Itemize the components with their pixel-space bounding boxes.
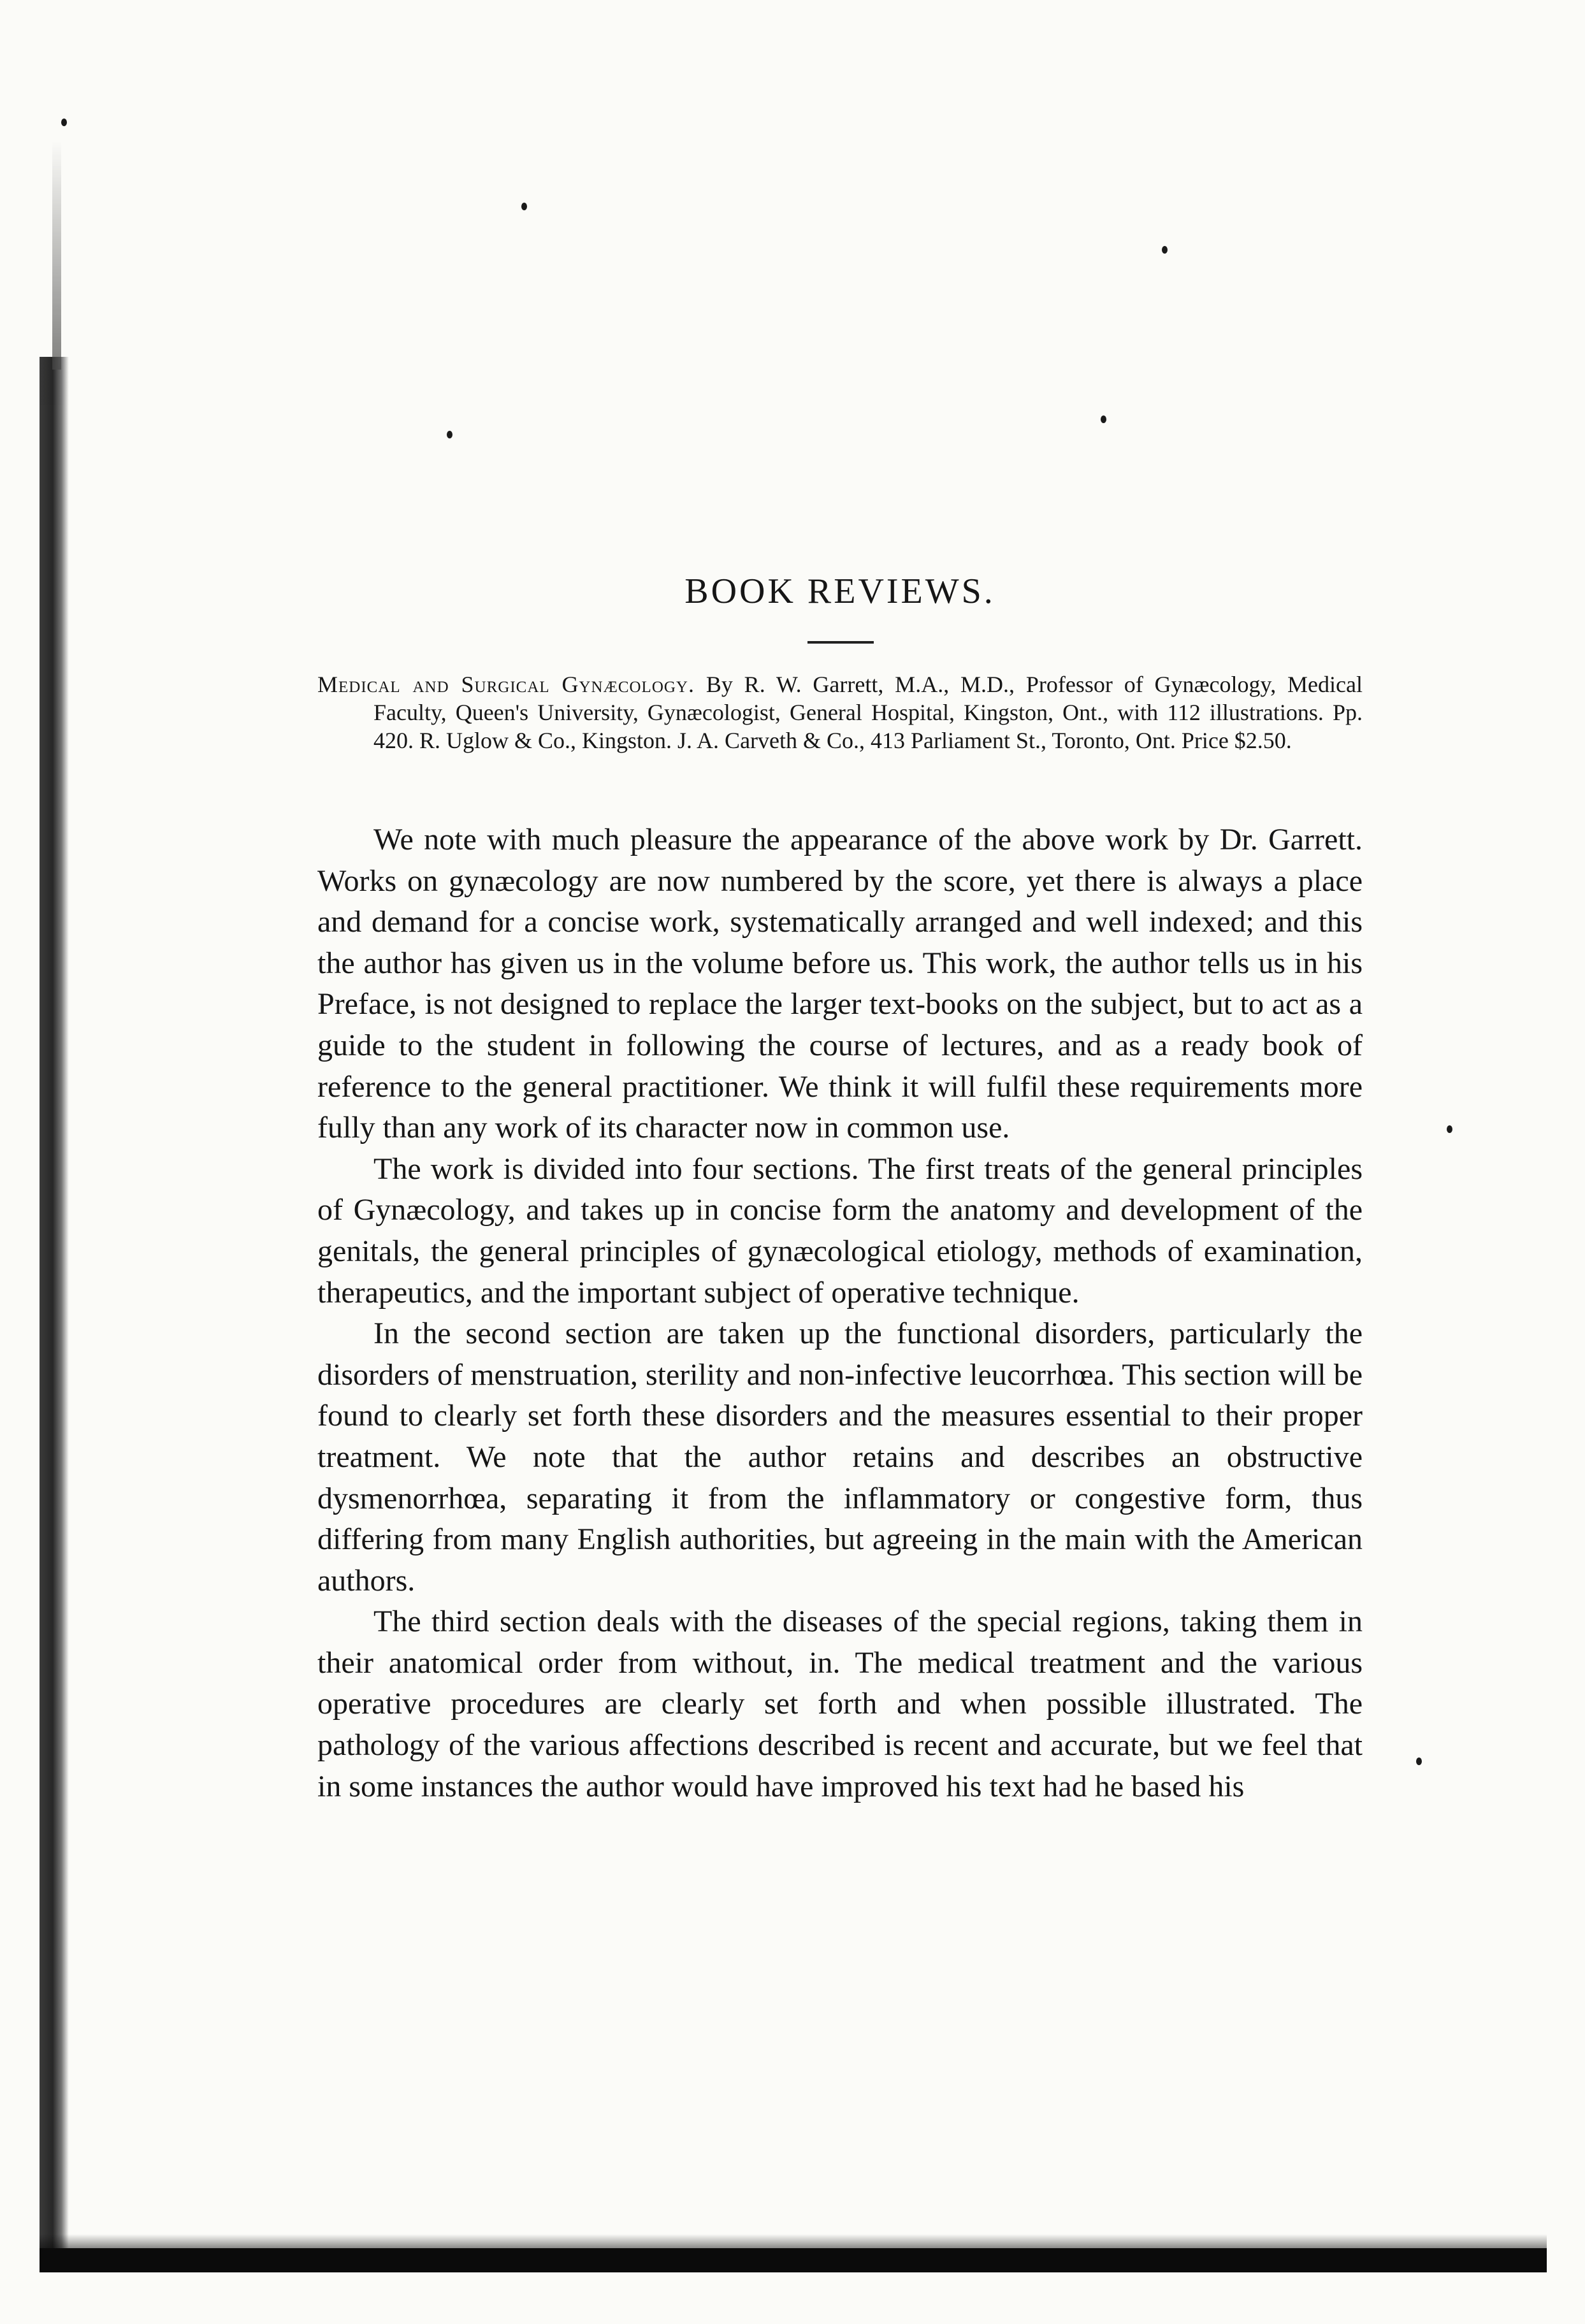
scan-speck	[61, 119, 67, 126]
scan-bottom-edge	[40, 2248, 1547, 2272]
review-paragraph: The third section deals with the diseases of the special regions, taking them in their anatomical order from without, in. The medical treatment and the various operative procedures are clearly set forth and when possible illustrated. The pathology of the various affections described is recent and accurate, but we feel that in some instances the author would have improved his text had he based his	[317, 1605, 1363, 1803]
scan-speck	[521, 203, 527, 210]
book-title: Medical and Surgical Gynæcology.	[317, 672, 695, 697]
section-title: BOOK REVIEWS.	[684, 572, 995, 611]
scan-speck	[1162, 246, 1168, 254]
scan-speck	[1447, 1125, 1452, 1133]
scan-gutter-edge	[40, 357, 69, 2256]
book-citation	[317, 670, 1363, 754]
review-paragraph: The work is divided into four sections. The first treats of the general principles of Gynæcology, and takes up in concise form the anatomy and development of the genitals, the general principles of gynæcological etiology, methods of examination, therapeutics, and the important subject of operative technique.	[317, 1151, 1363, 1310]
title-divider	[807, 641, 874, 644]
book-citation-details: By R. W. Garrett, M.A., M.D., Professor of Gynæcology, Medical Faculty, Queen's University, Gynæcologist, General Hospital, Kingston, Ont., with 112 illustrations. Pp. 420. R. Uglow & Co., Kingston. J. A. Carveth & Co., 413 Parliament St., Toronto, Ont. Price $2.50.	[373, 672, 1363, 753]
scan-speck	[1416, 1757, 1422, 1765]
review-paragraph: In the second section are taken up the functional disorders, particularly the disorders of menstruation, sterility and non-infective leucorrhœa. This section will be found to clearly set forth these disorders and the measures essential to their proper treatment. We note that the author retains and describes an obstructive dysmenorrhœa, separating it from the inflammatory or congestive form, thus differing from many English authorities, but agreeing in the main with the American authors.	[317, 1317, 1363, 1598]
review-body	[317, 819, 1363, 1807]
scan-speck	[447, 431, 452, 438]
scan-speck	[1101, 415, 1106, 423]
review-paragraph: We note with much pleasure the appearance of the above work by Dr. Garrett. Works on gynæcology are now numbered by the score, yet there is always a place and demand for a concise work, systematically arranged and well indexed; and this the author has given us in the volume before us. This work, the author tells us in his Preface, is not designed to replace the larger text-books on the subject, but to act as a guide to the student in following the course of lectures, and as a ready book of reference to the general practitioner. We think it will fulfil these requirements more fully than any work of its character now in common use.	[317, 823, 1363, 1145]
